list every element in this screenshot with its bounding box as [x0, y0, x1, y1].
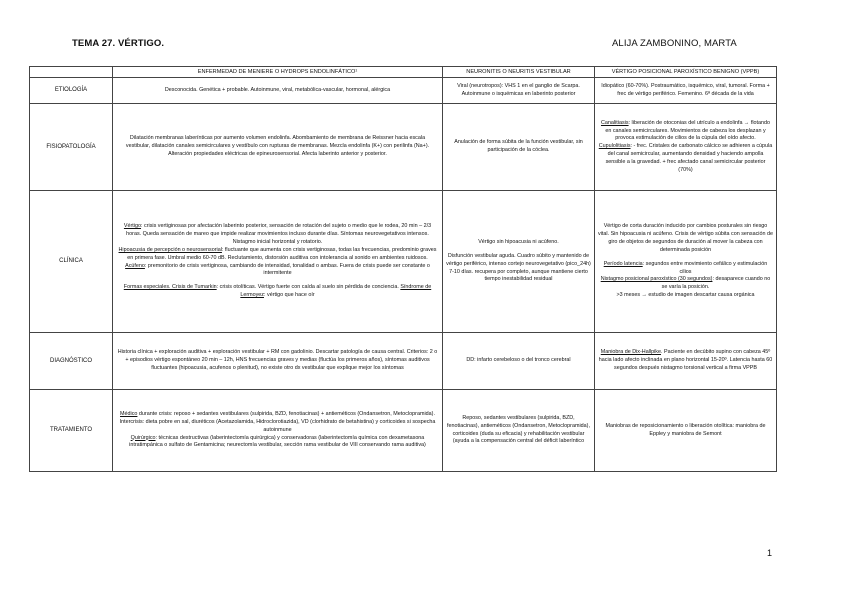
fisiopatologia-meniere: Dilatación membranas laberínticas por aumento volumen endolinfa. Abombamiento de membrana de Reissner hacia escala vestibular, dilatación canales semicirculares y vestíbulo con rupturas de membranas. Mezcla endolinfa (K+) con perilinfa (Na+). Alteración propiedades eléctricas de epineurosensorial. Afecta laberinto anterior y posterior. [113, 104, 443, 191]
table-row-fisiopatologia [30, 104, 777, 191]
clinica-vppb [595, 191, 777, 333]
quirurgico-label: Quirúrgico [130, 434, 156, 441]
canalitiasis-text: : liberación de otoconias del utrículo a endolinfa → flotando en canales semicirculares. Movimientos de cabeza los desplazan y provoca estimulación de cilios de la cúpula del oído afecto. [605, 119, 771, 142]
vppb-clinica-1: Vértigo de corta duración inducido por cambios posturales sin riesgo vital. Sin hipoacusia ni acúfeno. Crisis de vértigo súbita con sensación de giro de objetos de segundos de duración al mover la cabeza con determinada posición [598, 223, 773, 253]
fisiopatologia-neuronitis: Anulación de forma súbita de la función vestibular, sin participación de la cóclea. [443, 104, 595, 191]
vppb-3meses: >3 meses → estudio de imagen descartar causa orgánica [616, 292, 755, 298]
formas-especiales-label: Formas especiales. Crisis de Tumarkin [123, 284, 217, 291]
vertigo-text: : crisis vertiginosas por afectación laberinto posterior, sensación de rotación del sujeto o medio que le rodea, 20 min – 2/3 horas. Queda sensación de mareo que impide realizar movimientos incluso durante días. Síntomas neurovegetativos intensos. Nistagmo inicial horizontal y rotatorio. [126, 223, 432, 246]
header-vppb: VÉRTIGO POSICIONAL PAROXÍSTICO BENIGNO (VPPB) [595, 67, 777, 78]
table-row-clinica [30, 191, 777, 333]
neuronitis-clinica-1: Vértigo sin hipoacusia ni acúfeno. [478, 239, 559, 246]
latencia-label: Período latencia [603, 260, 643, 267]
tratamiento-meniere [113, 390, 443, 472]
lermoyez-label: Síndrome de Lermoyez [240, 284, 432, 298]
acufeno-text: : premonitorio de crisis vertiginosa, cambiando de intensidad, tonalidad o ambas. Fuera de crisis puede ser constante o intermitente [144, 262, 430, 277]
lermoyez-text: : vértigo que hace oír [264, 292, 315, 298]
quirurgico-text: : técnicas destructivas (laberintectomía quirúrgica) y conservadoras (laberintectomía química con dexametasona intratimpánica o sulfato de Gentamicina; neurectomía vestibular, sección rama vestibular de VIII conservando rama auditiva) [129, 434, 426, 449]
dix-hallpike-text: . Paciente en decúbito supino con cabeza 45º hacia lado afecto inclinada en plano horizontal 15-20º. Latencia hasta 60 segundos después nistagmo torsional vertical a firma VPPB [598, 349, 773, 372]
hipoacusia-text: : fluctuante que aumenta con crisis vertiginosas, todas las frecuencias, predominio graves en primera fase. Umbral medio 60-70 dB. Reclutamiento, distorsión auditiva con intolerancia al sonido en ambientes ruidosos. [127, 246, 437, 261]
row-label-fisiopatologia: FISIOPATOLOGÍA [30, 104, 113, 191]
header-empty [30, 67, 113, 78]
vertigo-table [29, 66, 777, 472]
table-header-row [30, 67, 777, 78]
row-label-tratamiento: TRATAMIENTO [30, 390, 113, 472]
page-number: 1 [767, 548, 773, 558]
neuronitis-clinica-2: Disfunción vestibular aguda. Cuadro súbito y mantenido de vértigo periférico, intenso cortejo neurovegetativo (pico_24h) 7-10 días. recupera por completo, aunque mantiene cierto tiempo inestabilidad residual [446, 252, 591, 283]
row-label-etiologia: ETIOLOGÍA [30, 78, 113, 104]
author-name: ALIJA ZAMBONINO, MARTA [612, 38, 737, 49]
clinica-meniere [113, 191, 443, 333]
diagnostico-meniere: Historia clínica + exploración auditiva + exploración vestibular + RM con gadolinio. Descartar patología de causa central. Criterios: 2 o + episodios vértigo espontáneo 20 min – 12h, HNS frecuencias graves y medias (fluctúa los primeros años), síntomas auditivos fluctuantes (hipoacusia, acufenos o plenitud), no existe otro dx vestibular que explique mejor los síntomas [113, 333, 443, 390]
medico-label: Médico [120, 411, 138, 418]
vertigo-label: Vértigo [123, 223, 142, 230]
diagnostico-neuronitis: DD: infarto cerebeloso o del tronco cerebral [443, 333, 595, 390]
row-label-diagnostico: DIAGNÓSTICO [30, 333, 113, 390]
fisiopatologia-vppb [595, 104, 777, 191]
latencia-text: : segundos entre movimiento cefálico y estimulación cilios [642, 260, 768, 275]
cupulolitiasis-label: Cupulolitiasis [598, 143, 631, 150]
table-row-tratamiento [30, 390, 777, 472]
tratamiento-neuronitis: Reposo, sedantes vestibulares (sulpirida, BZD, fenotiacinas), antieméticos (Ondansetron, Metoclopramida), corticoides (duda su eficacia) y rehabilitación vestibular (ayuda a la compensación central del déficit laberíntico [443, 390, 595, 472]
diagnostico-vppb [595, 333, 777, 390]
canalitiasis-label: Canalitiasis [600, 119, 629, 126]
acufeno-label: Acúfeno [125, 262, 145, 269]
cupulolitiasis-text: : - frec. Cristales de carbonato cálcico se adhieren a cúpula del canal semicircular, aumentando densidad y haciendo ampolla sensible a la gravedad. + frec afectado canal semicircular posterior (70%) [605, 143, 773, 173]
header-meniere: ENFERMEDAD DE MENIERE O HYDROPS ENDOLINFÁTICO¹ [113, 67, 443, 78]
tratamiento-vppb: Maniobras de reposicionamiento o liberación otolítica: maniobra de Eppley y maniobra de Semont [595, 390, 777, 472]
etiologia-neuronitis: Viral (neurotropos): VHS 1 en el ganglio de Scarpa. Autoinmune o isquémicas en laberinto posterior [443, 78, 595, 104]
nistagmo-text: : desaparece cuando no se varía la posición. [661, 276, 771, 291]
clinica-neuronitis [443, 191, 595, 333]
hipoacusia-label: Hipoacusia de percepción o neurosensorial [118, 246, 222, 253]
nistagmo-label: Nistagmo posicional paroxístico (30 segundos) [600, 276, 713, 283]
etiologia-vppb: Idiopático (60-70%). Postraumático, isquémico, viral, tumoral. Forma + frec de vértigo periférico. Femenino. 6ª década de la vida [595, 78, 777, 104]
table-row-etiologia [30, 78, 777, 104]
header-neuronitis: NEURONITIS O NEURITIS VESTIBULAR [443, 67, 595, 78]
table-row-diagnostico [30, 333, 777, 390]
row-label-clinica: CLÍNICA [30, 191, 113, 333]
formas-especiales-text: : crisis otolíticas. Vértigo fuerte con caída al suelo sin pérdida de conciencia. [216, 284, 401, 291]
document-title: TEMA 27. VÉRTIGO. [72, 38, 165, 49]
dix-hallpike-label: Maniobra de Dix-Hallpike [600, 349, 661, 356]
medico-text: durante crisis: reposo + sedantes vestibulares (sulpirida, BZD, fenotiacinas) + antieméticos (Ondansetron, Metoclopramida). Intercrisis: dieta pobre en sal, diuréticos (Acetazolamida, Hidroclorotiazida), VD (clorhidrato de betahistina) y corticoides si sospecha autoinmune [119, 411, 436, 433]
etiologia-meniere: Desconocida. Genética + probable. Autoinmune, viral, metabólica-vascular, hormonal, alérgica [113, 78, 443, 104]
